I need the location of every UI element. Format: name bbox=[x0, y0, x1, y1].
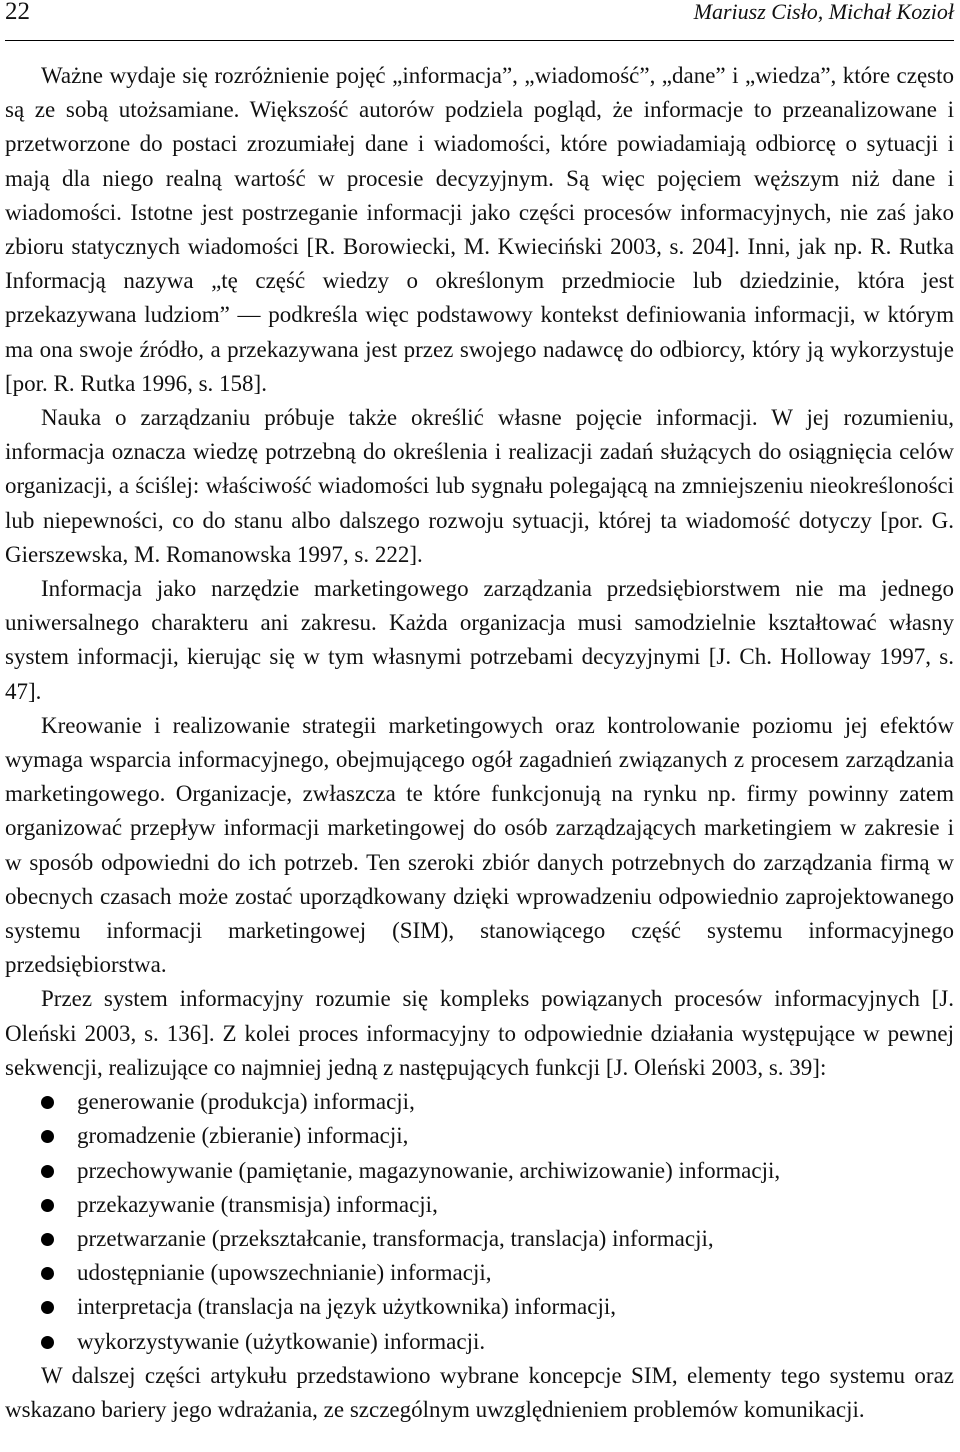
paragraph: Kreowanie i realizowanie strategii marketingowych oraz kontrolowanie poziomu jej efektów wymaga wsparcia informacyjnego, obejmującego ogół zagadnień związanych z procesem zarządzania marketingowego. Organizacje, zwłaszcza te które funkcjonują na rynku np. firmy powinny zatem organizować przepływ informacji marketingowej do osób zarządzających marketingiem w zakresie i w sposób odpowiedni do ich potrzeb. Ten szeroki zbiór danych potrzebnych do zarządzania firmą w obecnych czasach może zostać uporządkowany dzięki wprowadzeniu odpowiednio zaprojektowanego systemu informacji marketingowej (SIM), stanowiącego część systemu informacyjnego przedsiębiorstwa. bbox=[5, 712, 954, 978]
running-header bbox=[5, 0, 954, 41]
list-item bbox=[5, 1290, 954, 1324]
paragraph: Nauka o zarządzaniu próbuje także określić własne pojęcie informacji. W jej rozumieniu, informacja oznacza wiedzę potrzebną do określenia i realizacji zadań służących do osiągnięcia celów organizacji, a ściślej: właściwość wiadomości lub sygnału polegającą na zmniejszeniu nieokreśloności lub niepewności, co do stanu albo dalszego rozwoju sytuacji, której ta wiadomość dotyczy [por. G. Gierszewska, M. Romanowska 1997, s. 222]. bbox=[5, 405, 954, 567]
page-number: 22 bbox=[5, 0, 30, 25]
running-header-authors: Mariusz Cisło, Michał Kozioł bbox=[693, 0, 954, 24]
list-item bbox=[5, 1085, 954, 1119]
list-item-text: gromadzenie (zbieranie) informacji, bbox=[77, 1123, 409, 1149]
paragraph: Przez system informacyjny rozumie się kompleks powiązanych procesów informacyjnych [J. Oleński 2003, s. 136]. Z kolei proces informacyjny to odpowiednie działania występujące w pewnej sekwencji, realizujące co najmniej jedną z następujących funkcji [J. Oleński 2003, s. 39]: bbox=[5, 986, 954, 1080]
list-item-text: wykorzystywanie (użytkowanie) informacji. bbox=[77, 1328, 486, 1354]
bullet-dot-icon bbox=[41, 1233, 54, 1246]
bullet-dot-icon bbox=[41, 1267, 54, 1280]
list-item bbox=[5, 1222, 954, 1256]
bullet-dot-icon bbox=[41, 1336, 54, 1349]
list-item bbox=[5, 1256, 954, 1290]
list-item bbox=[5, 1325, 954, 1359]
list-item-text: generowanie (produkcja) informacji, bbox=[77, 1089, 415, 1115]
bullet-dot-icon bbox=[41, 1130, 54, 1143]
bullet-dot-icon bbox=[41, 1301, 54, 1314]
bullet-dot-icon bbox=[41, 1165, 54, 1178]
function-list bbox=[5, 1085, 954, 1359]
bullet-dot-icon bbox=[41, 1199, 54, 1212]
list-item-text: przetwarzanie (przekształcanie, transformacja, translacja) informacji, bbox=[77, 1225, 714, 1251]
list-item bbox=[5, 1188, 954, 1222]
list-item bbox=[5, 1154, 954, 1188]
list-item-text: udostępnianie (upowszechnianie) informacji, bbox=[77, 1260, 492, 1286]
list-item-text: przekazywanie (transmisja) informacji, bbox=[77, 1191, 438, 1217]
bullet-dot-icon bbox=[41, 1096, 54, 1109]
body-text bbox=[5, 59, 954, 1427]
list-item bbox=[5, 1119, 954, 1153]
paragraph: Informacja jako narzędzie marketingowego zarządzania przedsiębiorstwem nie ma jednego uniwersalnego charakteru ani zakresu. Każda organizacja musi samodzielnie kształtować własny system informacji, kierując się w tym własnymi potrzebami decyzyjnymi [J. Ch. Holloway 1997, s. 47]. bbox=[5, 576, 954, 704]
list-item-text: przechowywanie (pamiętanie, magazynowanie, archiwizowanie) informacji, bbox=[77, 1157, 781, 1183]
paragraph: Ważne wydaje się rozróżnienie pojęć „informacja”, „wiadomość”, „dane” i „wiedza”, które często są ze sobą utożsamiane. Większość autorów podziela pogląd, że informacje to przeanalizowane i przetworzone do postaci zrozumiałej dane i wiadomości, które powiadamiają odbiorcę o sytuacji i mają dla niego realną wartość w procesie decyzyjnym. Są więc pojęciem węższym niż dane i wiadomości. Istotne jest postrzeganie informacji jako części procesów informacyjnych, nie zaś jako zbioru statycznych wiadomości [R. Borowiecki, M. Kwieciński 2003, s. 204]. Inni, jak np. R. Rutka Informacją nazywa „tę część wiedzy o określonym przedmiocie lub dziedzinie, która jest przekazywana ludziom” — podkreśla więc podstawowy kontekst definiowania informacji, w którym ma ona swoje źródło, a przekazywana jest przez swojego nadawcę do odbiorcy, który ją wykorzystuje [por. R. Rutka 1996, s. 158]. bbox=[5, 63, 954, 396]
list-item-text: interpretacja (translacja na język użytkownika) informacji, bbox=[77, 1294, 616, 1320]
closing-paragraph: W dalszej części artykułu przedstawiono wybrane koncepcje SIM, elementy tego systemu oraz wskazano bariery jego wdrażania, ze szczególnym uwzględnieniem problemów komunikacji. bbox=[5, 1362, 954, 1422]
